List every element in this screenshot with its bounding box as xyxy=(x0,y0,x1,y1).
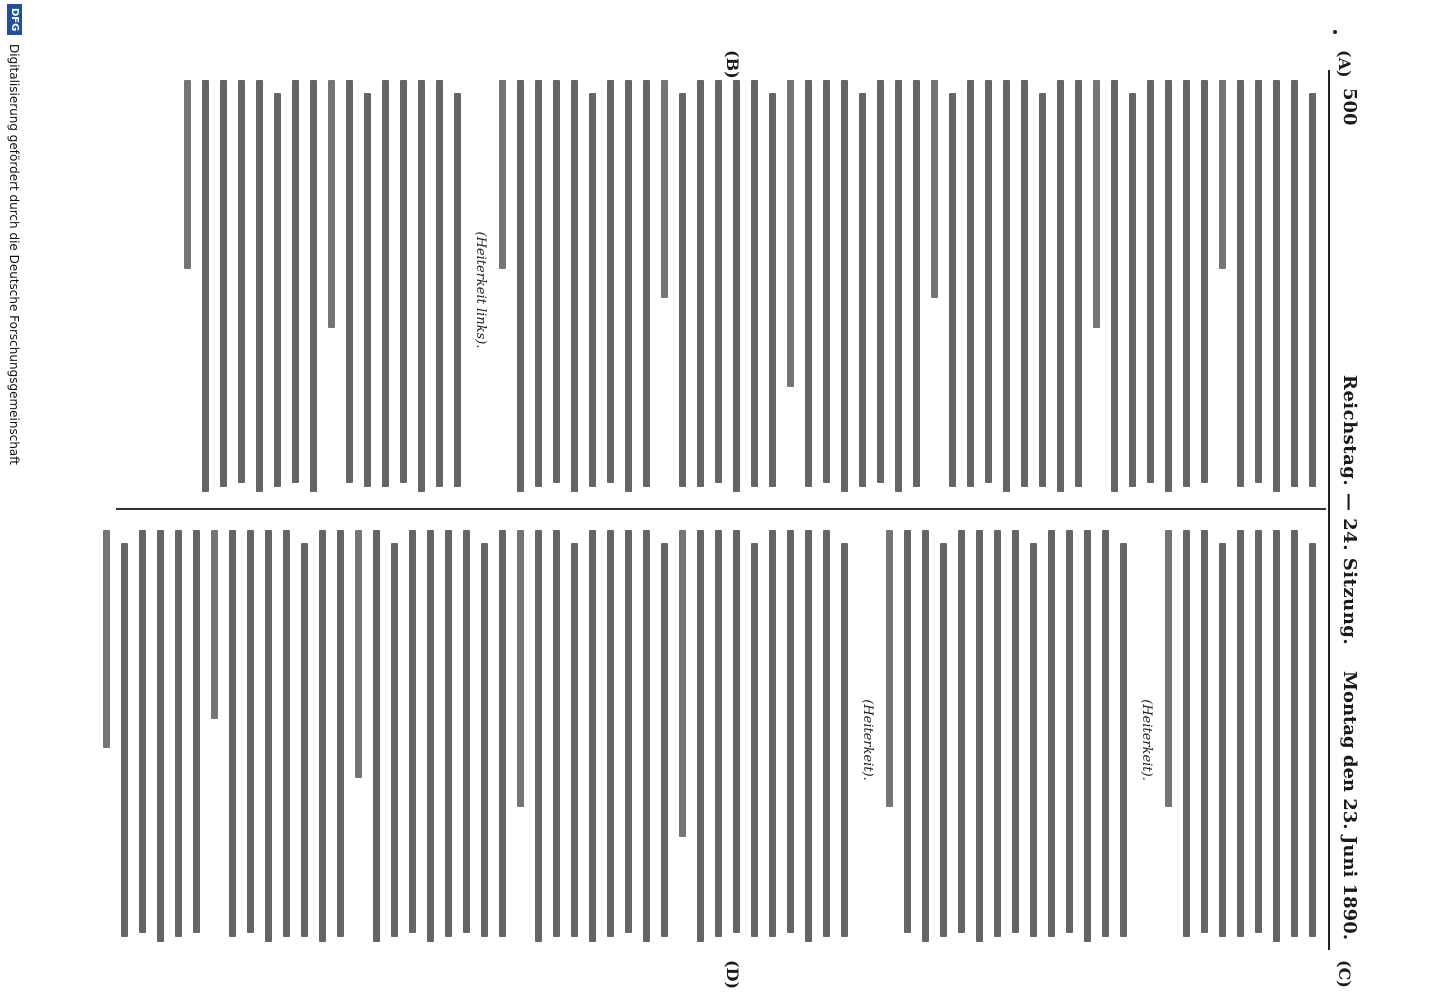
text-line xyxy=(256,80,263,492)
text-line xyxy=(481,543,488,938)
text-line xyxy=(697,530,704,942)
text-line xyxy=(535,80,542,487)
left-text-block-2 xyxy=(184,80,461,500)
text-line xyxy=(931,80,938,298)
text-line xyxy=(103,530,110,748)
right-text-block-2 xyxy=(886,530,1127,950)
column-divider xyxy=(116,508,1326,510)
text-line xyxy=(1219,80,1226,269)
text-line xyxy=(841,543,848,938)
text-line xyxy=(1084,530,1091,942)
text-line xyxy=(733,530,740,933)
right-text-column xyxy=(92,530,1316,950)
text-line xyxy=(643,530,650,942)
text-line xyxy=(976,530,983,942)
left-text-column xyxy=(173,80,1316,500)
text-line xyxy=(904,530,911,933)
text-line xyxy=(625,530,632,933)
text-line xyxy=(1237,80,1244,487)
margin-marker-b: (B) xyxy=(723,50,742,79)
text-line xyxy=(985,80,992,483)
text-line xyxy=(571,80,578,492)
text-line xyxy=(1003,80,1010,492)
text-line xyxy=(418,80,425,492)
right-text-block xyxy=(1165,530,1316,950)
text-line xyxy=(607,530,614,937)
text-line xyxy=(958,530,965,933)
text-line xyxy=(211,530,218,719)
text-line xyxy=(292,80,299,483)
text-line xyxy=(733,80,740,492)
text-line xyxy=(1057,80,1064,492)
text-line xyxy=(274,93,281,488)
margin-marker-d: (D) xyxy=(723,960,742,990)
text-line xyxy=(715,530,722,937)
text-line xyxy=(1120,543,1127,938)
text-line xyxy=(877,80,884,483)
text-line xyxy=(1129,93,1136,488)
text-line xyxy=(157,530,164,942)
text-line xyxy=(787,80,794,387)
text-line xyxy=(499,80,506,269)
text-line xyxy=(787,530,794,933)
text-line xyxy=(220,80,227,487)
right-remark-2: (Heiterkeit). xyxy=(860,699,875,781)
text-line xyxy=(1255,530,1262,933)
text-line xyxy=(769,530,776,937)
text-line xyxy=(517,530,524,807)
text-line xyxy=(364,93,371,488)
text-line xyxy=(454,93,461,488)
left-text-block xyxy=(499,80,1316,500)
text-line xyxy=(436,80,443,487)
text-line xyxy=(751,80,758,487)
text-line xyxy=(1273,80,1280,492)
text-line xyxy=(553,80,560,483)
text-line xyxy=(841,80,848,492)
text-line xyxy=(1066,530,1073,933)
text-line xyxy=(139,530,146,933)
text-line xyxy=(1111,80,1118,492)
text-line xyxy=(1147,80,1154,483)
digitization-footer xyxy=(2,0,24,1000)
text-line xyxy=(400,80,407,483)
text-line xyxy=(202,80,209,492)
text-line xyxy=(1201,80,1208,483)
text-line xyxy=(1021,80,1028,487)
margin-marker-c: (C) xyxy=(1335,960,1354,988)
text-line xyxy=(922,530,929,942)
text-line xyxy=(535,530,542,942)
text-line xyxy=(769,93,776,488)
text-line xyxy=(1291,80,1298,487)
text-line xyxy=(571,543,578,938)
text-line xyxy=(805,80,812,487)
text-line xyxy=(1093,80,1100,328)
text-line xyxy=(184,80,191,269)
text-line xyxy=(751,543,758,938)
text-line xyxy=(859,93,866,488)
text-line xyxy=(265,530,272,942)
text-line xyxy=(310,80,317,492)
text-line xyxy=(517,80,524,492)
text-line xyxy=(355,530,362,778)
right-text-block-3 xyxy=(103,530,848,950)
text-line xyxy=(319,530,326,942)
text-line xyxy=(1030,543,1037,938)
text-line xyxy=(607,80,614,483)
text-line xyxy=(1183,530,1190,937)
text-line xyxy=(1255,80,1262,483)
text-line xyxy=(913,80,920,487)
text-line xyxy=(373,530,380,942)
dfg-logo: DFG xyxy=(7,4,22,35)
text-line xyxy=(697,80,704,487)
text-line xyxy=(805,530,812,942)
text-line xyxy=(121,543,128,938)
text-line xyxy=(1273,530,1280,942)
text-line xyxy=(1309,93,1316,488)
text-line xyxy=(823,530,830,937)
text-line xyxy=(301,543,308,938)
page-header xyxy=(1328,70,1364,950)
text-line xyxy=(1102,530,1109,937)
text-line xyxy=(553,530,560,937)
left-remark: (Heiterkeit links). xyxy=(473,231,488,349)
text-line xyxy=(445,530,452,937)
running-title: Reichstag. — 24. Sitzung. xyxy=(1339,374,1360,646)
text-line xyxy=(661,80,668,298)
right-remark-1: (Heiterkeit). xyxy=(1139,699,1154,781)
text-line xyxy=(1039,93,1046,488)
text-line xyxy=(328,80,335,328)
text-line xyxy=(661,543,668,938)
footer-credit: Digitalisierung gefördert durch die Deutsche Forschungsgemeinschaft xyxy=(7,44,21,466)
text-line xyxy=(283,530,290,937)
text-line xyxy=(346,80,353,483)
text-line xyxy=(949,93,956,488)
text-line xyxy=(193,530,200,933)
text-line xyxy=(409,530,416,933)
text-line xyxy=(589,530,596,942)
text-line xyxy=(679,93,686,488)
text-line xyxy=(940,543,947,938)
text-line xyxy=(994,530,1001,937)
text-line xyxy=(1309,543,1316,938)
text-line xyxy=(382,80,389,487)
text-line xyxy=(1183,80,1190,487)
text-line xyxy=(247,530,254,933)
text-line xyxy=(679,530,686,837)
scan-speck xyxy=(1333,30,1337,34)
text-line xyxy=(1237,530,1244,937)
text-line xyxy=(643,80,650,487)
margin-marker-a: (A) xyxy=(1335,50,1354,78)
text-line xyxy=(499,530,506,937)
text-line xyxy=(1075,80,1082,487)
text-line xyxy=(427,530,434,942)
text-line xyxy=(886,530,893,807)
text-line xyxy=(823,80,830,483)
text-line xyxy=(1219,543,1226,938)
text-line xyxy=(1291,530,1298,937)
page-number: 500 xyxy=(1339,88,1360,126)
text-line xyxy=(895,80,902,492)
text-line xyxy=(337,530,344,937)
text-line xyxy=(589,93,596,488)
text-line xyxy=(229,530,236,937)
text-line xyxy=(175,530,182,937)
text-line xyxy=(1201,530,1208,933)
text-line xyxy=(1165,80,1172,492)
text-line xyxy=(463,530,470,933)
text-line xyxy=(1048,530,1055,937)
text-line xyxy=(391,543,398,938)
text-line xyxy=(1012,530,1019,933)
session-date: Montag den 23. Juni 1890. xyxy=(1339,671,1360,940)
text-line xyxy=(625,80,632,492)
text-line xyxy=(1165,530,1172,807)
text-line xyxy=(967,80,974,487)
text-line xyxy=(715,80,722,483)
text-line xyxy=(238,80,245,483)
